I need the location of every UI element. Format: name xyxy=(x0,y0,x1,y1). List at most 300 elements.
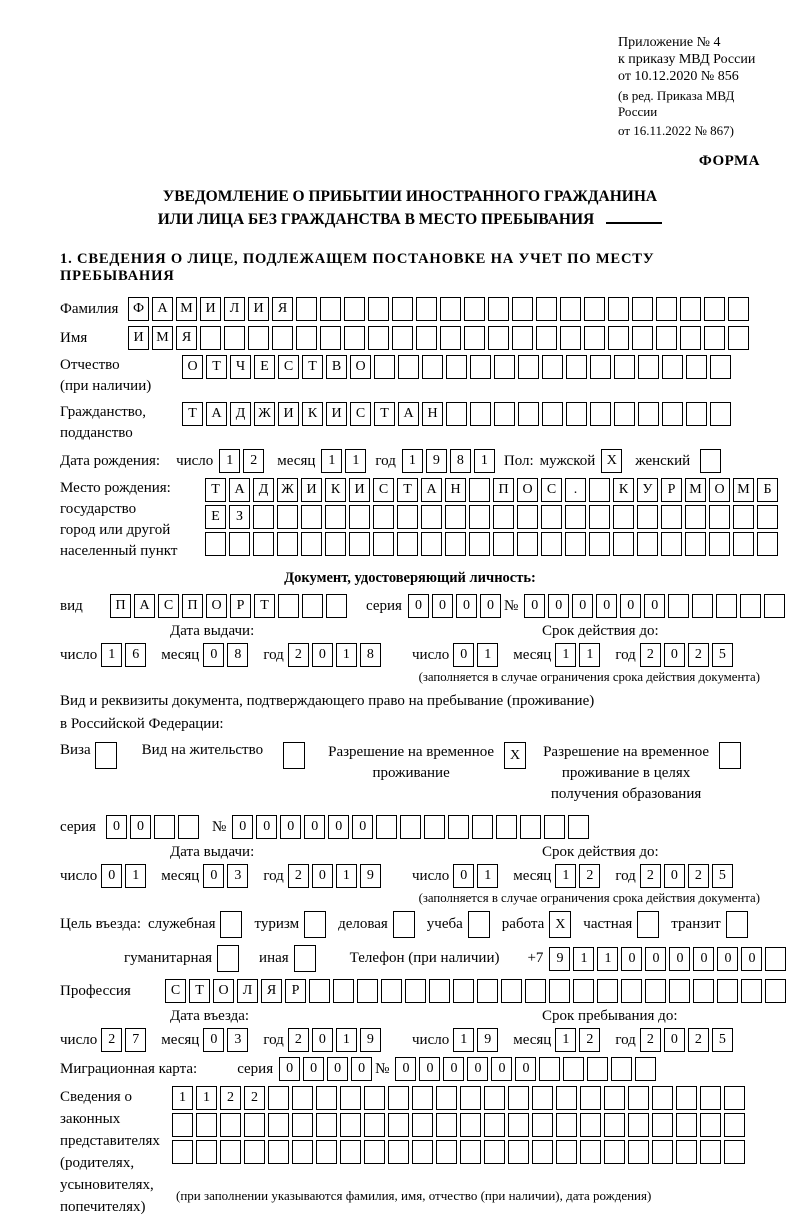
cell-box[interactable] xyxy=(757,532,778,556)
cell-box[interactable]: 2 xyxy=(688,643,709,667)
cell-box[interactable] xyxy=(656,326,677,350)
cell-box[interactable]: С xyxy=(165,979,186,1003)
cell-box[interactable]: С xyxy=(278,355,299,379)
cell-box[interactable]: Н xyxy=(445,478,466,502)
cell-box[interactable] xyxy=(376,815,397,839)
cell-box[interactable] xyxy=(542,402,563,426)
cell-box[interactable]: 2 xyxy=(579,1028,600,1052)
cell-box[interactable] xyxy=(728,326,749,350)
cell-box[interactable] xyxy=(277,505,298,529)
cell-box[interactable] xyxy=(669,979,690,1003)
cell-box[interactable] xyxy=(278,594,299,618)
cell-box[interactable]: 0 xyxy=(101,864,122,888)
checkbox-cell[interactable]: X xyxy=(504,742,526,769)
cell-box[interactable] xyxy=(301,505,322,529)
cell-box[interactable] xyxy=(374,355,395,379)
cell-box[interactable] xyxy=(508,1086,529,1110)
cell-box[interactable]: П xyxy=(182,594,203,618)
cell-box[interactable] xyxy=(517,532,538,556)
cell-box[interactable] xyxy=(224,326,245,350)
cell-box[interactable] xyxy=(446,355,467,379)
cell-box[interactable]: 0 xyxy=(328,815,349,839)
cell-box[interactable] xyxy=(560,326,581,350)
cell-box[interactable] xyxy=(652,1140,673,1164)
cell-box[interactable]: 0 xyxy=(352,815,373,839)
cell-box[interactable] xyxy=(608,326,629,350)
cell-box[interactable] xyxy=(580,1086,601,1110)
cell-box[interactable] xyxy=(472,815,493,839)
cell-box[interactable]: И xyxy=(349,478,370,502)
cell-box[interactable] xyxy=(400,815,421,839)
cell-box[interactable]: 0 xyxy=(717,947,738,971)
cell-box[interactable]: В xyxy=(326,355,347,379)
cell-box[interactable] xyxy=(344,326,365,350)
cell-box[interactable] xyxy=(539,1057,560,1081)
cell-box[interactable] xyxy=(704,297,725,321)
cell-box[interactable]: Ж xyxy=(254,402,275,426)
cell-box[interactable]: 0 xyxy=(312,1028,333,1052)
cell-box[interactable] xyxy=(704,326,725,350)
cell-box[interactable]: П xyxy=(493,478,514,502)
cell-box[interactable] xyxy=(764,594,785,618)
cell-box[interactable]: 2 xyxy=(288,643,309,667)
cell-box[interactable] xyxy=(416,326,437,350)
cell-box[interactable]: 8 xyxy=(360,643,381,667)
cell-box[interactable]: 0 xyxy=(203,643,224,667)
cell-box[interactable]: 2 xyxy=(288,1028,309,1052)
cell-box[interactable] xyxy=(445,505,466,529)
cell-box[interactable] xyxy=(453,979,474,1003)
cell-box[interactable] xyxy=(493,532,514,556)
cell-box[interactable] xyxy=(635,1057,656,1081)
checkbox-cell[interactable] xyxy=(719,742,741,769)
cell-box[interactable] xyxy=(470,355,491,379)
cell-box[interactable] xyxy=(172,1113,193,1137)
cell-box[interactable] xyxy=(340,1140,361,1164)
cell-box[interactable]: 0 xyxy=(515,1057,536,1081)
cell-box[interactable] xyxy=(638,355,659,379)
cell-box[interactable] xyxy=(229,532,250,556)
cell-box[interactable]: О xyxy=(709,478,730,502)
cell-box[interactable]: 1 xyxy=(196,1086,217,1110)
cell-box[interactable] xyxy=(484,1113,505,1137)
checkbox-cell[interactable] xyxy=(220,911,242,938)
cell-box[interactable] xyxy=(614,402,635,426)
cell-box[interactable]: Т xyxy=(182,402,203,426)
cell-box[interactable]: . xyxy=(565,478,586,502)
cell-box[interactable]: О xyxy=(350,355,371,379)
cell-box[interactable]: 7 xyxy=(125,1028,146,1052)
cell-box[interactable]: 0 xyxy=(130,815,151,839)
cell-box[interactable] xyxy=(357,979,378,1003)
cell-box[interactable]: 0 xyxy=(408,594,429,618)
cell-box[interactable]: 0 xyxy=(443,1057,464,1081)
cell-box[interactable] xyxy=(320,326,341,350)
cell-box[interactable]: Е xyxy=(254,355,275,379)
cell-box[interactable] xyxy=(220,1113,241,1137)
cell-box[interactable] xyxy=(464,326,485,350)
cell-box[interactable] xyxy=(469,532,490,556)
cell-box[interactable]: А xyxy=(152,297,173,321)
cell-box[interactable] xyxy=(710,402,731,426)
cell-box[interactable]: М xyxy=(176,297,197,321)
cell-box[interactable]: 2 xyxy=(101,1028,122,1052)
checkbox-cell[interactable] xyxy=(294,945,316,972)
cell-box[interactable]: 1 xyxy=(125,864,146,888)
cell-box[interactable] xyxy=(628,1086,649,1110)
cell-box[interactable]: 0 xyxy=(351,1057,372,1081)
cell-box[interactable] xyxy=(632,326,653,350)
cell-box[interactable] xyxy=(517,505,538,529)
cell-box[interactable]: А xyxy=(229,478,250,502)
cell-box[interactable]: М xyxy=(152,326,173,350)
cell-box[interactable] xyxy=(388,1140,409,1164)
cell-box[interactable]: И xyxy=(278,402,299,426)
cell-box[interactable] xyxy=(532,1113,553,1137)
cell-box[interactable] xyxy=(541,532,562,556)
cell-box[interactable] xyxy=(628,1140,649,1164)
cell-box[interactable] xyxy=(316,1086,337,1110)
cell-box[interactable] xyxy=(556,1113,577,1137)
cell-box[interactable]: 1 xyxy=(219,449,240,473)
cell-box[interactable] xyxy=(565,532,586,556)
cell-box[interactable] xyxy=(566,402,587,426)
checkbox-cell[interactable] xyxy=(283,742,305,769)
cell-box[interactable] xyxy=(662,355,683,379)
cell-box[interactable] xyxy=(740,594,761,618)
cell-box[interactable] xyxy=(349,505,370,529)
cell-box[interactable] xyxy=(364,1140,385,1164)
cell-box[interactable]: 8 xyxy=(227,643,248,667)
cell-box[interactable] xyxy=(302,594,323,618)
cell-box[interactable] xyxy=(484,1086,505,1110)
cell-box[interactable] xyxy=(325,532,346,556)
cell-box[interactable]: 0 xyxy=(664,643,685,667)
cell-box[interactable] xyxy=(637,532,658,556)
cell-box[interactable]: 0 xyxy=(419,1057,440,1081)
cell-box[interactable]: 2 xyxy=(688,864,709,888)
cell-box[interactable] xyxy=(661,532,682,556)
cell-box[interactable] xyxy=(460,1140,481,1164)
cell-box[interactable]: Р xyxy=(230,594,251,618)
cell-box[interactable] xyxy=(220,1140,241,1164)
cell-box[interactable]: 1 xyxy=(172,1086,193,1110)
cell-box[interactable] xyxy=(388,1113,409,1137)
cell-box[interactable] xyxy=(424,815,445,839)
cell-box[interactable] xyxy=(556,1086,577,1110)
cell-box[interactable]: 0 xyxy=(664,864,685,888)
cell-box[interactable] xyxy=(556,1140,577,1164)
cell-box[interactable] xyxy=(604,1113,625,1137)
cell-box[interactable]: И xyxy=(248,297,269,321)
cell-box[interactable]: 0 xyxy=(203,1028,224,1052)
cell-box[interactable]: 0 xyxy=(453,864,474,888)
cell-box[interactable] xyxy=(733,505,754,529)
cell-box[interactable] xyxy=(412,1086,433,1110)
cell-box[interactable]: 0 xyxy=(664,1028,685,1052)
cell-box[interactable]: Д xyxy=(230,402,251,426)
cell-box[interactable]: 0 xyxy=(327,1057,348,1081)
cell-box[interactable]: Я xyxy=(272,297,293,321)
cell-box[interactable]: 1 xyxy=(101,643,122,667)
cell-box[interactable] xyxy=(368,297,389,321)
cell-box[interactable]: 2 xyxy=(640,1028,661,1052)
cell-box[interactable]: 2 xyxy=(688,1028,709,1052)
cell-box[interactable]: Т xyxy=(254,594,275,618)
cell-box[interactable] xyxy=(508,1140,529,1164)
cell-box[interactable]: М xyxy=(733,478,754,502)
cell-box[interactable] xyxy=(436,1113,457,1137)
cell-box[interactable] xyxy=(680,326,701,350)
cell-box[interactable] xyxy=(568,815,589,839)
cell-box[interactable]: 0 xyxy=(645,947,666,971)
cell-box[interactable] xyxy=(728,297,749,321)
cell-box[interactable]: 9 xyxy=(477,1028,498,1052)
cell-box[interactable]: 1 xyxy=(336,643,357,667)
cell-box[interactable]: С xyxy=(373,478,394,502)
cell-box[interactable] xyxy=(373,505,394,529)
cell-box[interactable] xyxy=(349,532,370,556)
cell-box[interactable] xyxy=(364,1086,385,1110)
cell-box[interactable]: 1 xyxy=(474,449,495,473)
cell-box[interactable] xyxy=(268,1086,289,1110)
cell-box[interactable]: 0 xyxy=(106,815,127,839)
cell-box[interactable] xyxy=(496,815,517,839)
cell-box[interactable] xyxy=(272,326,293,350)
cell-box[interactable] xyxy=(621,979,642,1003)
cell-box[interactable] xyxy=(448,815,469,839)
cell-box[interactable]: Я xyxy=(176,326,197,350)
cell-box[interactable] xyxy=(709,532,730,556)
cell-box[interactable]: 5 xyxy=(712,864,733,888)
cell-box[interactable] xyxy=(512,297,533,321)
cell-box[interactable]: 0 xyxy=(279,1057,300,1081)
cell-box[interactable] xyxy=(645,979,666,1003)
checkbox-cell[interactable] xyxy=(637,911,659,938)
cell-box[interactable] xyxy=(464,297,485,321)
cell-box[interactable] xyxy=(340,1086,361,1110)
cell-box[interactable] xyxy=(613,505,634,529)
cell-box[interactable]: С xyxy=(158,594,179,618)
cell-box[interactable] xyxy=(541,505,562,529)
cell-box[interactable]: 0 xyxy=(524,594,545,618)
cell-box[interactable]: 1 xyxy=(555,864,576,888)
cell-box[interactable] xyxy=(536,326,557,350)
cell-box[interactable]: О xyxy=(206,594,227,618)
cell-box[interactable]: З xyxy=(229,505,250,529)
cell-box[interactable] xyxy=(532,1086,553,1110)
cell-box[interactable] xyxy=(301,532,322,556)
cell-box[interactable] xyxy=(333,979,354,1003)
cell-box[interactable] xyxy=(597,979,618,1003)
cell-box[interactable]: Т xyxy=(302,355,323,379)
cell-box[interactable]: А xyxy=(421,478,442,502)
cell-box[interactable] xyxy=(518,402,539,426)
cell-box[interactable]: 0 xyxy=(693,947,714,971)
cell-box[interactable] xyxy=(244,1113,265,1137)
cell-box[interactable] xyxy=(700,1140,721,1164)
cell-box[interactable]: Ф xyxy=(128,297,149,321)
cell-box[interactable] xyxy=(536,297,557,321)
cell-box[interactable] xyxy=(340,1113,361,1137)
checkbox-cell[interactable] xyxy=(95,742,117,769)
cell-box[interactable] xyxy=(686,402,707,426)
cell-box[interactable] xyxy=(494,355,515,379)
cell-box[interactable] xyxy=(484,1140,505,1164)
cell-box[interactable]: 2 xyxy=(579,864,600,888)
checkbox-cell[interactable] xyxy=(468,911,490,938)
cell-box[interactable] xyxy=(493,505,514,529)
cell-box[interactable]: Н xyxy=(422,402,443,426)
cell-box[interactable]: 2 xyxy=(288,864,309,888)
cell-box[interactable]: И xyxy=(200,297,221,321)
cell-box[interactable]: 1 xyxy=(402,449,423,473)
cell-box[interactable]: О xyxy=(213,979,234,1003)
cell-box[interactable]: 0 xyxy=(256,815,277,839)
cell-box[interactable]: 1 xyxy=(573,947,594,971)
cell-box[interactable]: О xyxy=(182,355,203,379)
cell-box[interactable] xyxy=(584,297,605,321)
cell-box[interactable] xyxy=(676,1086,697,1110)
cell-box[interactable] xyxy=(292,1086,313,1110)
cell-box[interactable] xyxy=(716,594,737,618)
cell-box[interactable]: 1 xyxy=(597,947,618,971)
cell-box[interactable] xyxy=(429,979,450,1003)
cell-box[interactable]: 0 xyxy=(596,594,617,618)
cell-box[interactable] xyxy=(268,1140,289,1164)
cell-box[interactable]: М xyxy=(685,478,706,502)
cell-box[interactable]: 0 xyxy=(432,594,453,618)
checkbox-cell[interactable] xyxy=(700,449,721,473)
cell-box[interactable] xyxy=(196,1140,217,1164)
cell-box[interactable]: 1 xyxy=(555,643,576,667)
cell-box[interactable]: 1 xyxy=(453,1028,474,1052)
cell-box[interactable] xyxy=(580,1113,601,1137)
checkbox-cell[interactable] xyxy=(393,911,415,938)
cell-box[interactable]: Л xyxy=(237,979,258,1003)
cell-box[interactable]: Я xyxy=(261,979,282,1003)
cell-box[interactable] xyxy=(364,1113,385,1137)
cell-box[interactable]: 2 xyxy=(640,864,661,888)
cell-box[interactable] xyxy=(580,1140,601,1164)
cell-box[interactable] xyxy=(525,979,546,1003)
cell-box[interactable] xyxy=(320,297,341,321)
cell-box[interactable] xyxy=(741,979,762,1003)
cell-box[interactable] xyxy=(381,979,402,1003)
cell-box[interactable]: Д xyxy=(253,478,274,502)
cell-box[interactable] xyxy=(563,1057,584,1081)
cell-box[interactable]: 0 xyxy=(453,643,474,667)
cell-box[interactable]: Б xyxy=(757,478,778,502)
cell-box[interactable]: 2 xyxy=(220,1086,241,1110)
cell-box[interactable]: Т xyxy=(397,478,418,502)
cell-box[interactable] xyxy=(566,355,587,379)
cell-box[interactable] xyxy=(724,1113,745,1137)
cell-box[interactable] xyxy=(520,815,541,839)
cell-box[interactable]: 1 xyxy=(579,643,600,667)
cell-box[interactable]: А xyxy=(398,402,419,426)
cell-box[interactable]: Т xyxy=(205,478,226,502)
cell-box[interactable] xyxy=(405,979,426,1003)
cell-box[interactable] xyxy=(416,297,437,321)
cell-box[interactable]: 3 xyxy=(227,864,248,888)
cell-box[interactable] xyxy=(724,1140,745,1164)
cell-box[interactable]: 1 xyxy=(321,449,342,473)
cell-box[interactable] xyxy=(611,1057,632,1081)
cell-box[interactable] xyxy=(494,402,515,426)
cell-box[interactable]: Ч xyxy=(230,355,251,379)
cell-box[interactable] xyxy=(469,478,490,502)
cell-box[interactable]: 0 xyxy=(467,1057,488,1081)
cell-box[interactable] xyxy=(693,979,714,1003)
cell-box[interactable] xyxy=(421,532,442,556)
cell-box[interactable]: И xyxy=(128,326,149,350)
cell-box[interactable] xyxy=(268,1113,289,1137)
cell-box[interactable] xyxy=(325,505,346,529)
checkbox-cell[interactable]: X xyxy=(601,449,622,473)
cell-box[interactable] xyxy=(686,355,707,379)
cell-box[interactable] xyxy=(692,594,713,618)
cell-box[interactable]: Т xyxy=(189,979,210,1003)
cell-box[interactable] xyxy=(532,1140,553,1164)
cell-box[interactable]: 5 xyxy=(712,1028,733,1052)
cell-box[interactable]: 0 xyxy=(395,1057,416,1081)
cell-box[interactable] xyxy=(757,505,778,529)
cell-box[interactable] xyxy=(668,594,689,618)
cell-box[interactable]: 6 xyxy=(125,643,146,667)
cell-box[interactable]: Т xyxy=(206,355,227,379)
cell-box[interactable] xyxy=(560,297,581,321)
cell-box[interactable] xyxy=(637,505,658,529)
cell-box[interactable]: 0 xyxy=(491,1057,512,1081)
cell-box[interactable] xyxy=(590,355,611,379)
cell-box[interactable] xyxy=(652,1086,673,1110)
cell-box[interactable] xyxy=(733,532,754,556)
cell-box[interactable] xyxy=(460,1113,481,1137)
cell-box[interactable]: 0 xyxy=(456,594,477,618)
cell-box[interactable]: Т xyxy=(374,402,395,426)
cell-box[interactable] xyxy=(316,1140,337,1164)
cell-box[interactable] xyxy=(589,532,610,556)
cell-box[interactable]: 2 xyxy=(243,449,264,473)
cell-box[interactable] xyxy=(436,1086,457,1110)
cell-box[interactable] xyxy=(542,355,563,379)
cell-box[interactable] xyxy=(196,1113,217,1137)
cell-box[interactable] xyxy=(604,1086,625,1110)
cell-box[interactable] xyxy=(178,815,199,839)
cell-box[interactable] xyxy=(446,402,467,426)
cell-box[interactable]: 0 xyxy=(741,947,762,971)
cell-box[interactable]: 0 xyxy=(232,815,253,839)
cell-box[interactable]: К xyxy=(613,478,634,502)
cell-box[interactable]: 0 xyxy=(621,947,642,971)
cell-box[interactable]: 9 xyxy=(360,864,381,888)
cell-box[interactable] xyxy=(154,815,175,839)
cell-box[interactable] xyxy=(412,1113,433,1137)
cell-box[interactable] xyxy=(292,1113,313,1137)
cell-box[interactable]: 2 xyxy=(244,1086,265,1110)
cell-box[interactable] xyxy=(724,1086,745,1110)
cell-box[interactable] xyxy=(397,532,418,556)
cell-box[interactable]: 1 xyxy=(336,1028,357,1052)
cell-box[interactable] xyxy=(544,815,565,839)
cell-box[interactable]: Р xyxy=(661,478,682,502)
cell-box[interactable]: 9 xyxy=(426,449,447,473)
cell-box[interactable] xyxy=(460,1086,481,1110)
cell-box[interactable] xyxy=(397,505,418,529)
cell-box[interactable] xyxy=(628,1113,649,1137)
cell-box[interactable] xyxy=(477,979,498,1003)
